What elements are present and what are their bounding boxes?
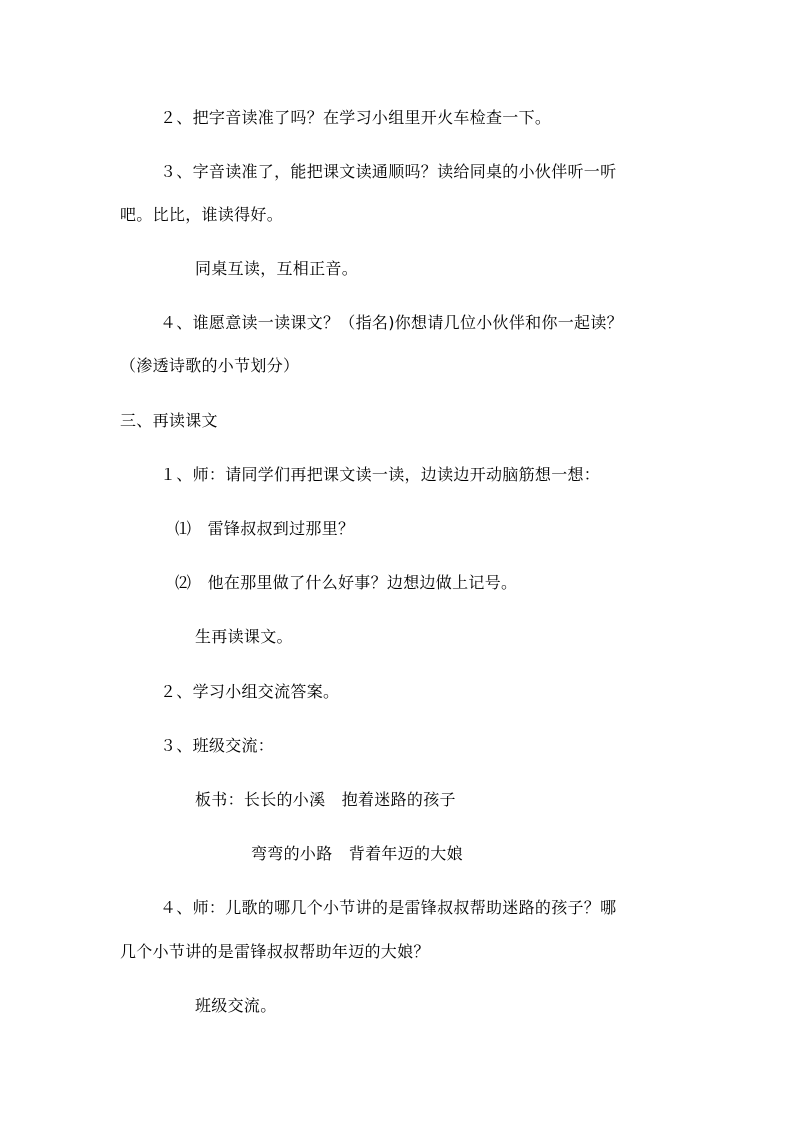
paragraph-step-4-line-2: （渗透诗歌的小节划分） bbox=[120, 356, 300, 375]
paragraph-reread-step-2: ２、学习小组交流答案。 bbox=[160, 682, 340, 701]
paragraph-step-4-line-1: ４、谁愿意读一读课文？（指名)你想请几位小伙伴和你一起读？ bbox=[160, 313, 623, 332]
paragraph-reread-step-4-line-2: 几个小节讲的是雷锋叔叔帮助年迈的大娘？ bbox=[120, 942, 430, 961]
blackboard-line-2: 弯弯的小路 背着年迈的大娘 bbox=[251, 844, 463, 863]
paragraph-step-3-line-1: ３、字音读准了，能把课文读通顺吗？读给同桌的小伙伴听一听 bbox=[160, 162, 617, 181]
paragraph-reread-step-3: ３、班级交流： bbox=[160, 736, 275, 755]
paragraph-class-exchange: 班级交流。 bbox=[195, 996, 277, 1015]
blackboard-line-1: 板书：长长的小溪 抱着迷路的孩子 bbox=[195, 790, 456, 809]
question-2: ⑵ 他在那里做了什么好事？边想边做上记号。 bbox=[175, 573, 518, 592]
question-1: ⑴ 雷锋叔叔到过那里？ bbox=[175, 519, 355, 538]
paragraph-reread-step-4-line-1: ４、师：儿歌的哪几个小节讲的是雷锋叔叔帮助迷路的孩子？哪 bbox=[160, 898, 617, 917]
paragraph-step-3-line-2: 吧。比比，谁读得好。 bbox=[120, 205, 284, 224]
paragraph-reread-step-1: １、师：请同学们再把课文读一读，边读边开动脑筋想一想： bbox=[160, 465, 601, 484]
paragraph-step-2: ２、把字音读准了吗？在学习小组里开火车检查一下。 bbox=[160, 108, 552, 127]
section-heading-reread: 三、再读课文 bbox=[120, 411, 218, 430]
paragraph-pair-reading: 同桌互读，互相正音。 bbox=[195, 259, 359, 278]
paragraph-student-reread: 生再读课文。 bbox=[195, 627, 293, 646]
